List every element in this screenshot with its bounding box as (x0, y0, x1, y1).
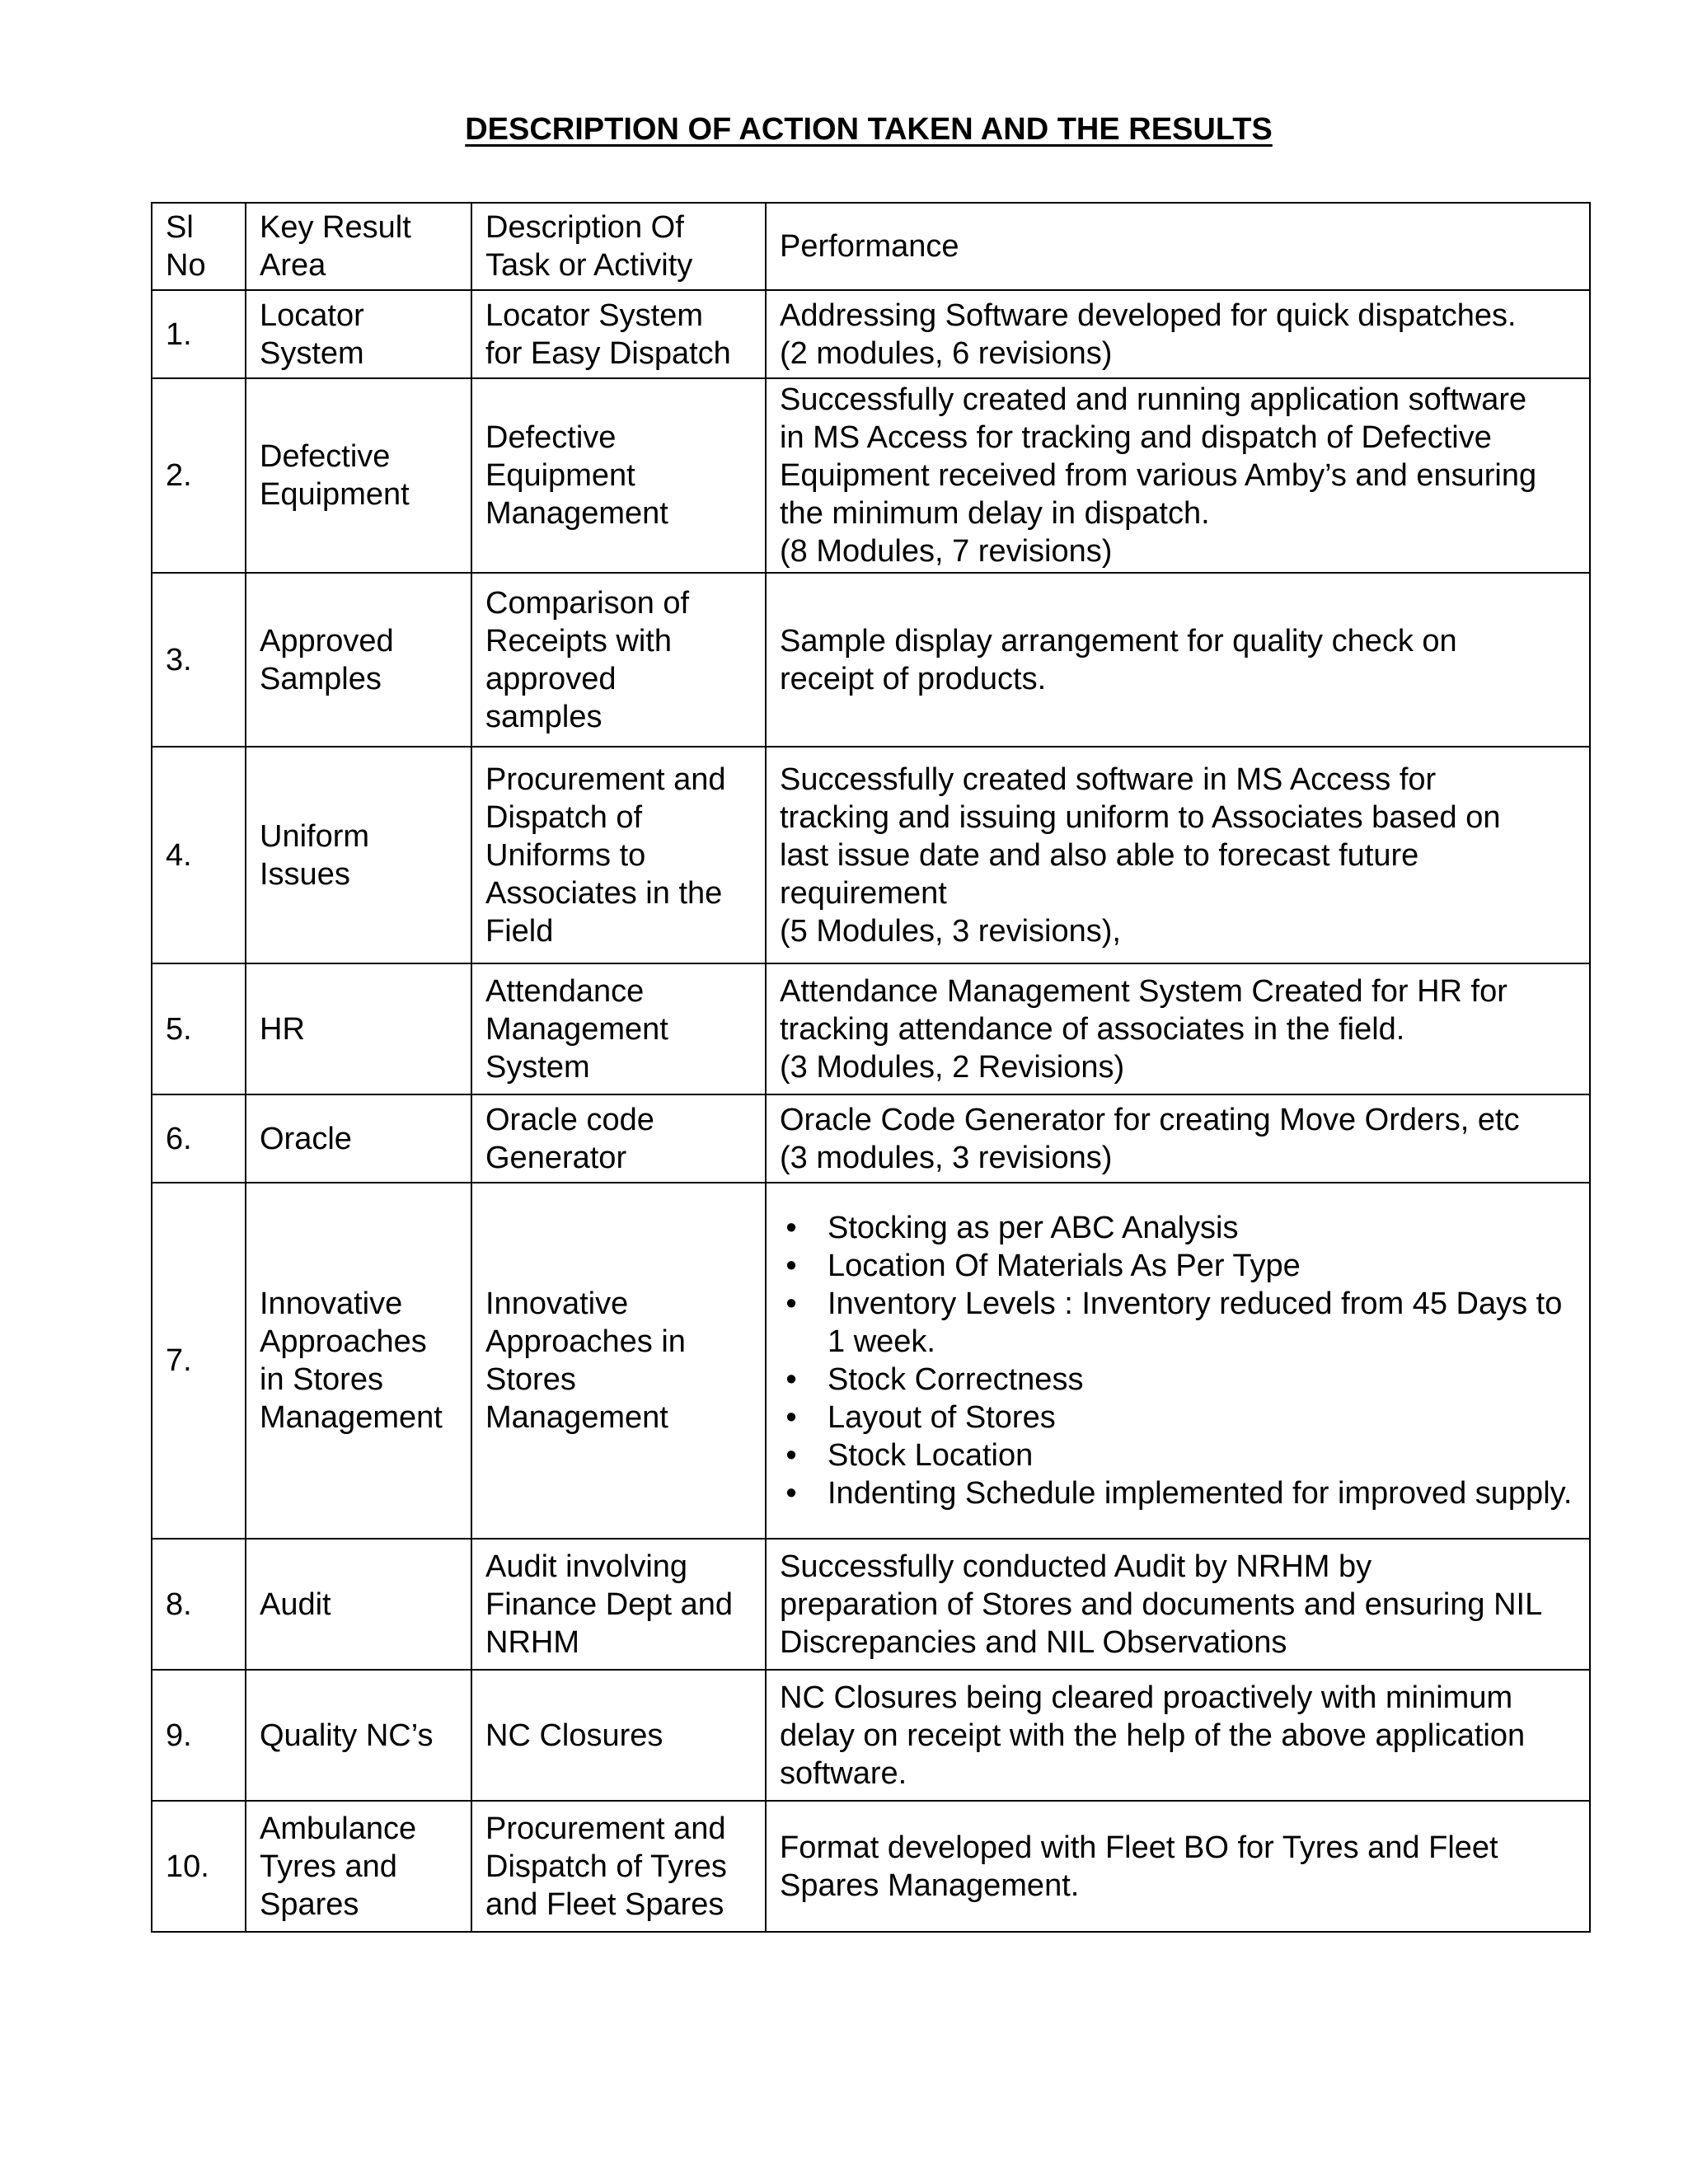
sl-no-cell: 3. (152, 573, 246, 747)
performance-bullet-list (780, 1209, 1576, 1512)
header-performance: Performance (766, 203, 1590, 290)
bullet-text: Location Of Materials As Per Type (828, 1249, 1301, 1283)
key-result-area-cell: Locator System (246, 290, 471, 378)
bullet-icon: • (785, 1400, 797, 1435)
key-result-area-cell: Ambulance Tyres and Spares (246, 1801, 471, 1932)
performance-cell: Oracle Code Generator for creating Move Orders, etc (3 modules, 3 revisions) (766, 1094, 1590, 1183)
results-table (151, 202, 1591, 1933)
bullet-icon: • (785, 1286, 797, 1321)
description-cell: Defective Equipment Management (471, 378, 766, 573)
bullet-icon: • (785, 1438, 797, 1473)
table-row (152, 1801, 1590, 1932)
bullet-text: Layout of Stores (828, 1400, 1056, 1435)
bullet-item (780, 1436, 1576, 1474)
description-cell: Innovative Approaches in Stores Management (471, 1183, 766, 1539)
description-cell: Audit involving Finance Dept and NRHM (471, 1539, 766, 1670)
table-row (152, 1183, 1590, 1539)
bullet-item (780, 1399, 1576, 1436)
key-result-area-cell: Quality NC’s (246, 1670, 471, 1801)
performance-cell: Sample display arrangement for quality check on receipt of products. (766, 573, 1590, 747)
bullet-item (780, 1361, 1576, 1399)
bullet-text: Inventory Levels : Inventory reduced from 45 Days to 1 week. (828, 1286, 1563, 1359)
table-row (152, 1539, 1590, 1670)
key-result-area-cell: HR (246, 963, 471, 1094)
performance-cell: Successfully created and running application software in MS Access for tracking and dispatch of Defective Equipment received from various Amby’s and ensuring the minimum delay in dispatch. (8 Modules, 7 revisions) (766, 378, 1590, 573)
bullet-text: Stock Correctness (828, 1362, 1084, 1397)
key-result-area-cell: Audit (246, 1539, 471, 1670)
table-row (152, 1094, 1590, 1183)
header-description: Description Of Task or Activity (471, 203, 766, 290)
performance-cell: Attendance Management System Created for HR for tracking attendance of associates in the field. (3 Modules, 2 Revisions) (766, 963, 1590, 1094)
sl-no-cell: 8. (152, 1539, 246, 1670)
key-result-area-cell: Oracle (246, 1094, 471, 1183)
description-cell: Comparison of Receipts with approved samples (471, 573, 766, 747)
sl-no-cell: 6. (152, 1094, 246, 1183)
description-cell: NC Closures (471, 1670, 766, 1801)
sl-no-cell: 2. (152, 378, 246, 573)
description-cell: Oracle code Generator (471, 1094, 766, 1183)
performance-cell: Successfully created software in MS Access for tracking and issuing uniform to Associates based on last issue date and also able to forecast future requirement (5 Modules, 3 revisions), (766, 747, 1590, 963)
sl-no-cell: 9. (152, 1670, 246, 1801)
sl-no-cell: 1. (152, 290, 246, 378)
key-result-area-cell: Uniform Issues (246, 747, 471, 963)
performance-cell: Successfully conducted Audit by NRHM by preparation of Stores and documents and ensuring NIL Discrepancies and NIL Observations (766, 1539, 1590, 1670)
performance-cell (766, 1183, 1590, 1539)
performance-cell: Addressing Software developed for quick dispatches. (2 modules, 6 revisions) (766, 290, 1590, 378)
bullet-text: Indenting Schedule implemented for improved supply. (828, 1476, 1573, 1511)
key-result-area-cell: Approved Samples (246, 573, 471, 747)
bullet-item (780, 1247, 1576, 1285)
bullet-icon: • (785, 1249, 797, 1283)
table-row (152, 378, 1590, 573)
table-row (152, 1670, 1590, 1801)
description-cell: Procurement and Dispatch of Uniforms to Associates in the Field (471, 747, 766, 963)
bullet-item (780, 1209, 1576, 1247)
key-result-area-cell: Defective Equipment (246, 378, 471, 573)
table-row (152, 747, 1590, 963)
sl-no-cell: 7. (152, 1183, 246, 1539)
sl-no-cell: 4. (152, 747, 246, 963)
performance-cell: NC Closures being cleared proactively with minimum delay on receipt with the help of the above application software. (766, 1670, 1590, 1801)
bullet-item (780, 1474, 1576, 1512)
table-row (152, 963, 1590, 1094)
header-key-result-area: Key Result Area (246, 203, 471, 290)
bullet-text: Stock Location (828, 1438, 1034, 1473)
bullet-icon: • (785, 1476, 797, 1511)
bullet-text: Stocking as per ABC Analysis (828, 1211, 1239, 1245)
performance-cell: Format developed with Fleet BO for Tyres and Fleet Spares Management. (766, 1801, 1590, 1932)
description-cell: Procurement and Dispatch of Tyres and Fleet Spares (471, 1801, 766, 1932)
description-cell: Locator System for Easy Dispatch (471, 290, 766, 378)
bullet-item (780, 1285, 1576, 1361)
page-title: DESCRIPTION OF ACTION TAKEN AND THE RESULTS (465, 112, 1273, 147)
bullet-icon: • (785, 1211, 797, 1245)
sl-no-cell: 10. (152, 1801, 246, 1932)
key-result-area-cell: Innovative Approaches in Stores Management (246, 1183, 471, 1539)
bullet-icon: • (785, 1362, 797, 1397)
table-row (152, 573, 1590, 747)
description-cell: Attendance Management System (471, 963, 766, 1094)
table-header-row (152, 203, 1590, 290)
sl-no-cell: 5. (152, 963, 246, 1094)
header-sl-no: Sl No (152, 203, 246, 290)
table-row (152, 290, 1590, 378)
